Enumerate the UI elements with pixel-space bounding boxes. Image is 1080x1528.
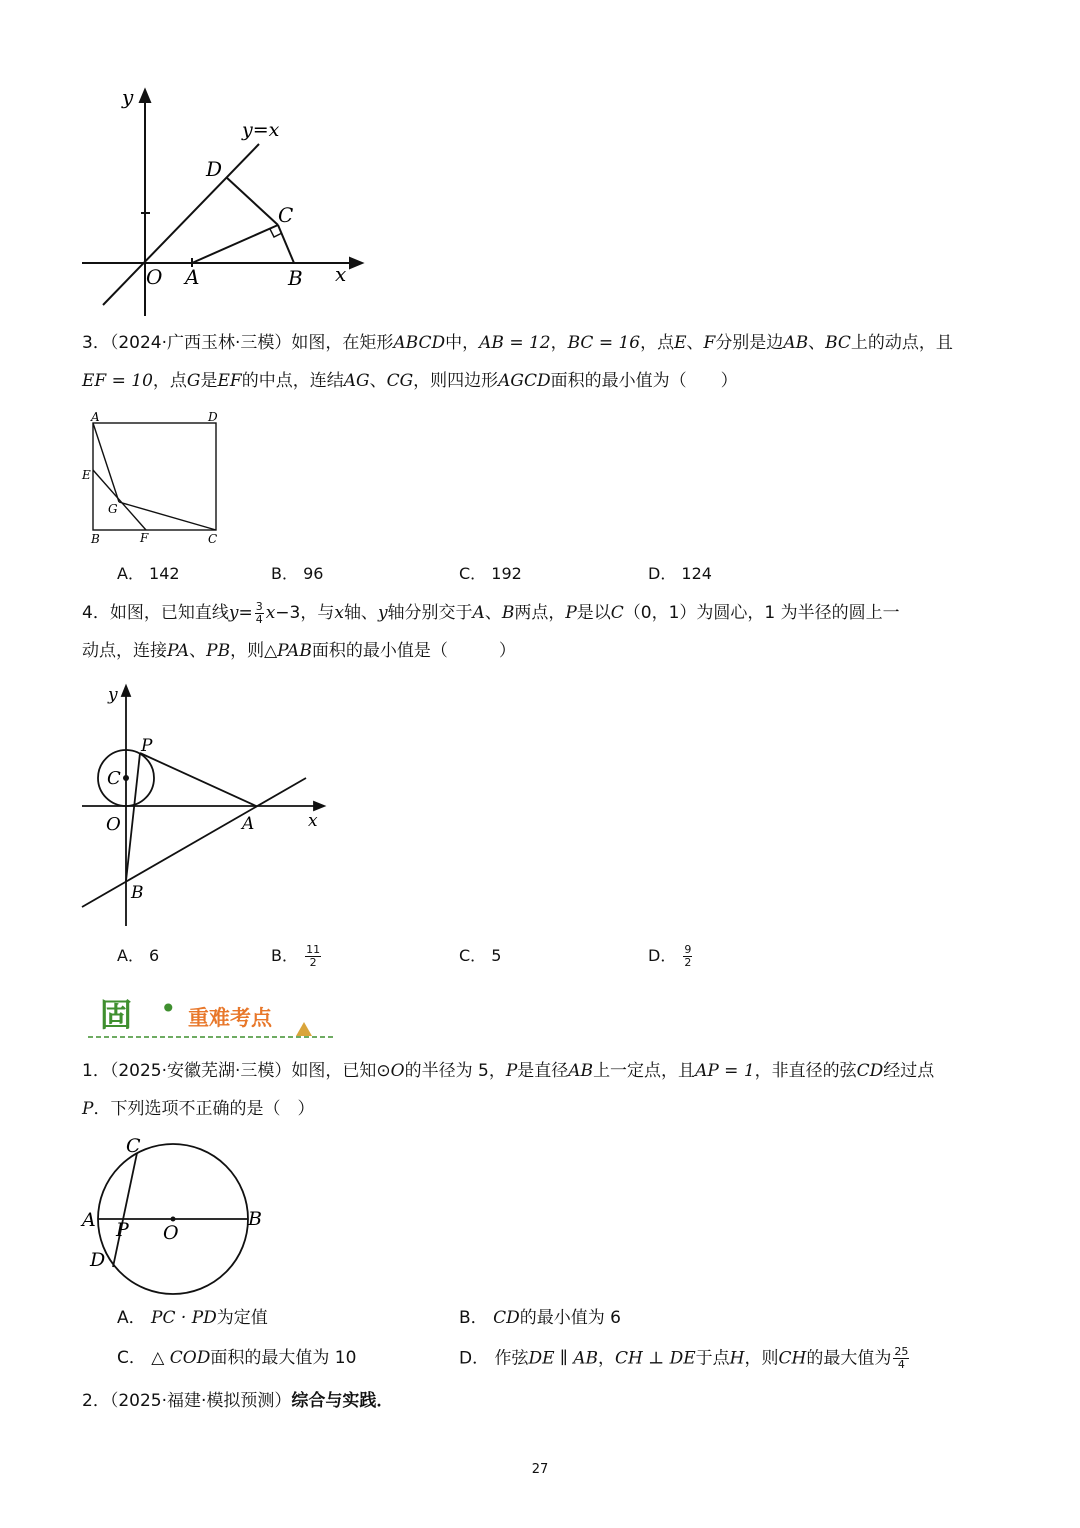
q1-option-a[interactable]: A． PC · PD为定值 (117, 1308, 268, 1328)
label-G: G (108, 502, 118, 516)
badge-decoration (88, 990, 338, 1040)
y-axis-arrow (140, 90, 150, 102)
label-C: C (107, 768, 121, 789)
badge-dot: • (160, 992, 177, 1025)
badge-main-character: 固 (100, 996, 133, 1034)
question-1: 1．（2025·安徽芜湖·三模）如图，已知⊙O的半径为 5，P是直径AB上一定点，且AP = 1，非直径的弦CD经过点 P．下列选项不正确的是（ ） (82, 1061, 935, 1119)
label-D: D (90, 1249, 106, 1271)
x-axis-arrow (314, 802, 324, 810)
label-line-yx: y=x (242, 119, 280, 141)
segment-CB (278, 225, 294, 263)
label-B: B (91, 532, 100, 546)
question-4: 4．如图，已知直线y= $\frac{3}{4}$ x−3，与x轴、y轴分别交于A、B两点，P是以C（0，1）为圆心，1 为半径的圆上一 动点，连接PA、PB，则△PAB面积的最小值是（ ） (82, 599, 900, 661)
label-P: P (141, 736, 153, 756)
segment-AC (192, 225, 278, 263)
segment-AG (93, 423, 119, 502)
question-3: 3．（2024·广西玉林·三模）如图，在矩形ABCD中，AB = 12，BC = 16，点E、F分别是边AB、BC上的动点，且 EF = 10，点G是EF的中点，连结AG、CG，则四边形AGCD面积的最小值为（ ） (82, 333, 953, 391)
q4-option-c[interactable]: C． 5 (459, 946, 502, 965)
segment-DC (226, 177, 278, 225)
figure-rectangle-ABCD (78, 406, 238, 552)
line-y-equals-x (103, 144, 259, 305)
figure-circle-line (78, 680, 338, 930)
label-x: x (308, 811, 318, 831)
center-point-O (171, 1217, 176, 1222)
segment-PA (140, 753, 256, 806)
label-C: C (278, 203, 294, 227)
q1-option-d[interactable]: D． 作弦DE ∥ AB，CH ⊥ DE于点H，则CH的最大值为 $\frac{25}{4}$ (459, 1345, 909, 1371)
q1-option-b[interactable]: B． CD的最小值为 6 (459, 1308, 621, 1328)
label-A: A (82, 1209, 96, 1231)
q3-option-b[interactable]: B． 96 (271, 564, 324, 583)
figure-circle-O (78, 1132, 278, 1304)
q3-option-a[interactable]: A． 142 (117, 564, 180, 583)
label-O: O (146, 265, 163, 289)
q3-option-d[interactable]: D． 124 (648, 564, 712, 583)
label-B: B (248, 1208, 262, 1230)
triangle-icon (296, 1022, 312, 1036)
badge-subtitle: 重难考点 (188, 1006, 272, 1030)
x-axis-arrow (350, 258, 362, 268)
label-P: P (116, 1219, 129, 1241)
label-O: O (163, 1222, 179, 1244)
q1-option-c[interactable]: C． △ COD面积的最大值为 10 (117, 1348, 357, 1368)
label-B: B (131, 883, 144, 903)
label-A: A (91, 410, 100, 424)
label-C: C (208, 532, 218, 546)
section-badge (88, 990, 338, 1040)
q4-option-d[interactable]: D． $\frac{9}{2}$ (648, 943, 692, 969)
segment-PB (126, 753, 140, 881)
label-y: y (122, 85, 134, 109)
label-B: B (288, 266, 303, 290)
label-x: x (335, 262, 347, 286)
label-F: F (140, 531, 149, 545)
label-y: y (108, 685, 118, 705)
label-E: E (82, 468, 91, 482)
question-2: 2．（2025·福建·模拟预测）综合与实践． (82, 1391, 394, 1411)
page-number: 27 (531, 1462, 549, 1477)
label-O: O (106, 814, 121, 835)
figure-coordinate-yx (78, 84, 368, 324)
line-AB (82, 778, 306, 907)
y-axis-arrow (122, 686, 130, 696)
center-point-C (123, 775, 129, 781)
q3-option-c[interactable]: C． 192 (459, 564, 522, 583)
label-C: C (126, 1135, 141, 1157)
fraction-3-4: $\frac{3}{4}$ (255, 599, 263, 626)
label-A: A (185, 265, 200, 289)
segment-EF (93, 470, 146, 530)
q4-option-a[interactable]: A． 6 (117, 946, 160, 965)
label-A: A (242, 814, 255, 834)
label-D: D (208, 410, 218, 424)
label-D: D (206, 157, 223, 181)
q4-option-b[interactable]: B． $\frac{11}{2}$ (271, 943, 321, 969)
